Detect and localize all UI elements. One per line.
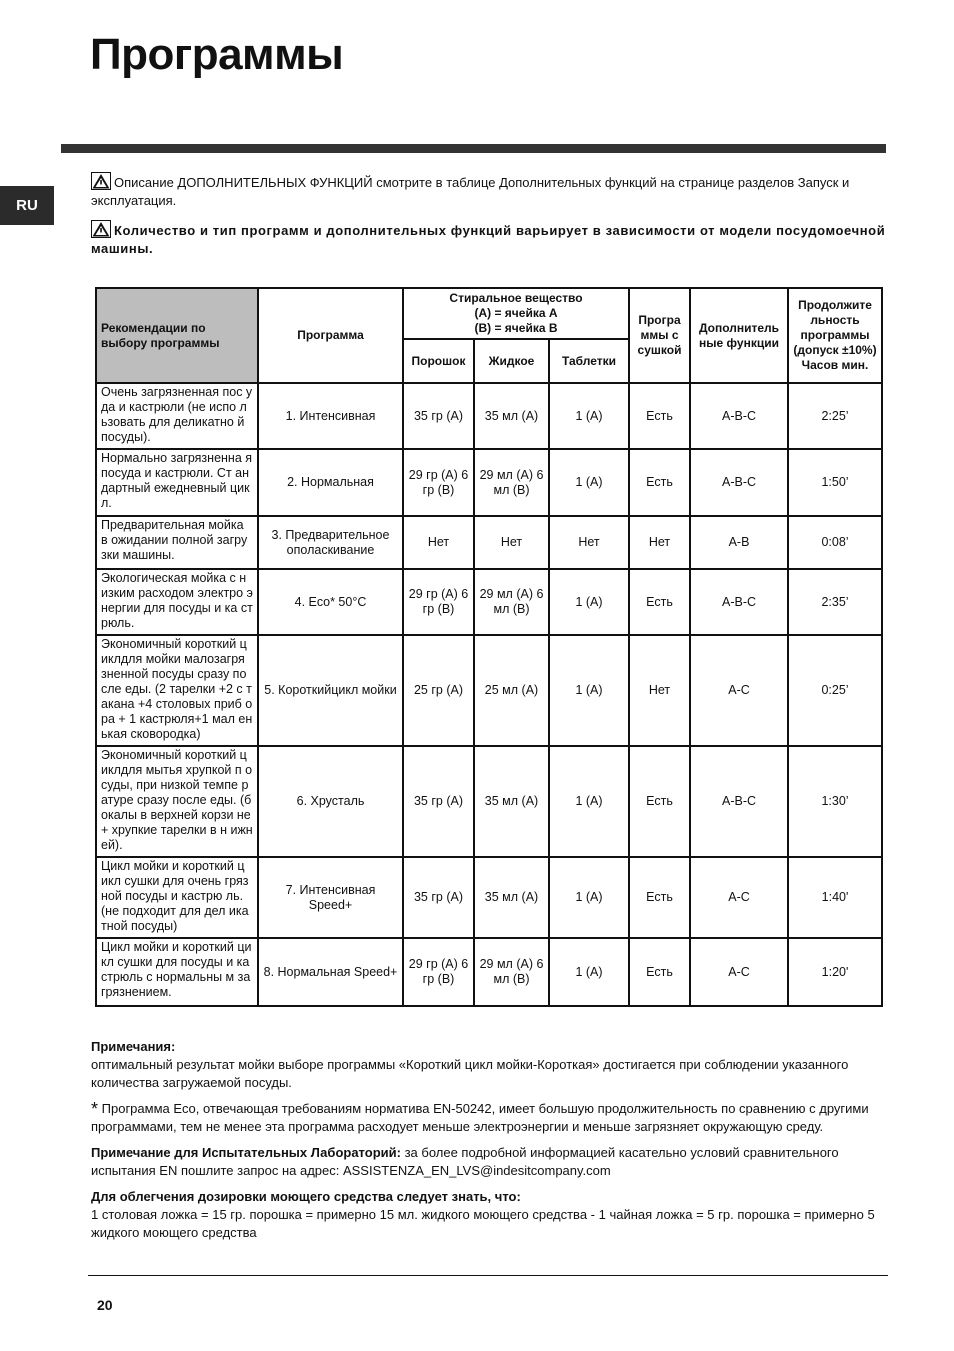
cell-tablets: 1 (A) xyxy=(549,383,629,449)
warning-icon xyxy=(91,220,111,238)
cell-drying: Есть xyxy=(629,569,690,635)
cell-drying: Есть xyxy=(629,857,690,938)
cell-extra: A-B-C xyxy=(690,449,788,516)
cell-tablets: 1 (A) xyxy=(549,938,629,1006)
cell-powder: 29 гр (A) 6 гр (B) xyxy=(403,449,474,516)
cell-duration: 2:35’ xyxy=(788,569,882,635)
warning-note-1 xyxy=(91,172,886,210)
cell-powder: 29 гр (A) 6 гр (B) xyxy=(403,569,474,635)
cell-powder: 25 гр (A) xyxy=(403,635,474,746)
cell-program: 2. Нормальная xyxy=(258,449,403,516)
header-detergent-a: (A) = ячейка A xyxy=(474,306,558,320)
header-rule xyxy=(61,144,886,153)
cell-extra: A-B xyxy=(690,516,788,569)
page-title: Программы xyxy=(90,30,344,79)
header-program: Программа xyxy=(258,288,403,383)
header-detergent xyxy=(403,288,629,339)
cell-liquid: 35 мл (A) xyxy=(474,857,549,938)
table-row xyxy=(96,857,882,938)
cell-extra: A-B-C xyxy=(690,746,788,857)
cell-extra: A-C xyxy=(690,857,788,938)
cell-powder: 35 гр (A) xyxy=(403,857,474,938)
cell-program: 4. Eco* 50°C xyxy=(258,569,403,635)
notes-section xyxy=(91,1038,886,1250)
cell-drying: Есть xyxy=(629,383,690,449)
notes-text-1: оптимальный результат мойки выборе программы «Короткий цикл мойки-Короткая» достигается при соблюдении указанного количества загружаемой посуды. xyxy=(91,1057,849,1090)
header-liquid: Жидкое xyxy=(474,339,549,383)
warning-icon xyxy=(91,172,111,190)
table-row xyxy=(96,569,882,635)
header-duration xyxy=(788,288,882,383)
cell-program: 8. Нормальная Speed+ xyxy=(258,938,403,1006)
cell-duration: 0:25’ xyxy=(788,635,882,746)
asterisk-mark: * xyxy=(91,1099,99,1119)
notes-text-2: Программа Eco, отвечающая требованиям норматива EN-50242, имеет большую продолжительность по сравнению с другими программами, тем не менее эта программа расходует меньше электроэнергии и меньше загрязняет окружающую среду. xyxy=(91,1101,869,1134)
cell-liquid: 35 мл (A) xyxy=(474,746,549,857)
cell-duration: 1:40' xyxy=(788,857,882,938)
table-row xyxy=(96,383,882,449)
table-row xyxy=(96,449,882,516)
cell-drying: Есть xyxy=(629,746,690,857)
warning-note-2-text: Количество и тип программ и дополнительных функций варьирует в зависимости от модели посудомоечной машины. xyxy=(91,223,886,256)
cell-drying: Есть xyxy=(629,449,690,516)
cell-tablets: 1 (A) xyxy=(549,635,629,746)
language-tab: RU xyxy=(0,186,54,225)
cell-drying: Нет xyxy=(629,516,690,569)
header-tablets: Таблетки xyxy=(549,339,629,383)
cell-duration: 1:20' xyxy=(788,938,882,1006)
cell-liquid: Нет xyxy=(474,516,549,569)
cell-extra: A-C xyxy=(690,938,788,1006)
dosing-label: Для облегчения дозировки моющего средства следует знать, что: xyxy=(91,1189,521,1204)
cell-recommendation: Нормально загрязненна я посуда и кастрюли. Ст андартный ежедневный цикл. xyxy=(96,449,258,516)
cell-program: 6. Хрусталь xyxy=(258,746,403,857)
cell-tablets: Нет xyxy=(549,516,629,569)
footer-rule xyxy=(88,1275,888,1276)
cell-drying: Нет xyxy=(629,635,690,746)
cell-powder: 29 гр (A) 6 гр (B) xyxy=(403,938,474,1006)
cell-program: 5. Короткийцикл мойки xyxy=(258,635,403,746)
warning-note-1-text: Описание ДОПОЛНИТЕЛЬНЫХ ФУНКЦИЙ смотрите в таблице Дополнительных функций на странице разделов Запуск и эксплуатация. xyxy=(91,175,850,208)
table-row xyxy=(96,516,882,569)
header-detergent-b: (B) = ячейка B xyxy=(474,321,558,335)
cell-powder: 35 гр (A) xyxy=(403,746,474,857)
header-detergent-title: Стиральное вещество xyxy=(449,291,583,305)
cell-liquid: 25 мл (A) xyxy=(474,635,549,746)
cell-recommendation: Предварительная мойка в ожидании полной загру зки машины. xyxy=(96,516,258,569)
cell-duration: 1:50’ xyxy=(788,449,882,516)
table-row xyxy=(96,938,882,1006)
cell-recommendation: Очень загрязненная пос уда и кастрюли (не испо льзовать для деликатно й посуды). xyxy=(96,383,258,449)
cell-extra: A-B-C xyxy=(690,383,788,449)
cell-liquid: 29 мл (A) 6 мл (B) xyxy=(474,449,549,516)
cell-recommendation: Экономичный короткий ц иклдля мойки малозагря зненной посуды сразу по сле еды. (2 тарелки +2 с такана +4 столовых приб ора + 1 кастрюля+1 мал енькая сковородка) xyxy=(96,635,258,746)
header-extra-functions: Дополнитель ные функции xyxy=(690,288,788,383)
cell-duration: 1:30’ xyxy=(788,746,882,857)
cell-program: 3. Предварительное ополаскивание xyxy=(258,516,403,569)
dosing-text: 1 столовая ложка = 15 гр. порошка = примерно 15 мл. жидкого моющего средства - 1 чайная ложка = 5 гр. порошка = примерно 5 жидкого моющего средства xyxy=(91,1207,875,1240)
header-duration-units: Часов мин. xyxy=(801,358,869,372)
warning-note-2 xyxy=(91,220,886,258)
cell-liquid: 29 мл (A) 6 мл (B) xyxy=(474,569,549,635)
cell-duration: 2:25’ xyxy=(788,383,882,449)
table-row xyxy=(96,746,882,857)
cell-powder: Нет xyxy=(403,516,474,569)
table-row xyxy=(96,635,882,746)
cell-recommendation: Цикл мойки и короткий ц икл сушки для очень грязной посуды и кастрю ль. (не подходит для дел икатной посуды) xyxy=(96,857,258,938)
cell-liquid: 35 мл (A) xyxy=(474,383,549,449)
cell-recommendation: Экологическая мойка с н изким расходом электро энергии для посуды и ка стрюль. xyxy=(96,569,258,635)
notes-heading: Примечания: xyxy=(91,1039,176,1054)
header-powder: Порошок xyxy=(403,339,474,383)
cell-tablets: 1 (A) xyxy=(549,569,629,635)
cell-duration: 0:08’ xyxy=(788,516,882,569)
header-recommendation: Рекомендации по выбору программы xyxy=(96,288,258,383)
lab-note-label: Примечание для Испытательных Лабораторий: xyxy=(91,1145,401,1160)
cell-extra: A-C xyxy=(690,635,788,746)
cell-extra: A-B-C xyxy=(690,569,788,635)
cell-tablets: 1 (A) xyxy=(549,857,629,938)
cell-liquid: 29 мл (A) 6 мл (B) xyxy=(474,938,549,1006)
cell-recommendation: Цикл мойки и короткий цикл сушки для посуды и кастрюль с нормальны м загрязнением. xyxy=(96,938,258,1006)
cell-tablets: 1 (A) xyxy=(549,746,629,857)
cell-recommendation: Экономичный короткий ц иклдля мытья хрупкой п осуды, при низкой темпе ратуре сразу после еды. (бокалы в верхней корзи не + хрупкие тарелки в н ижней). xyxy=(96,746,258,857)
cell-program: 7. Интенсивная Speed+ xyxy=(258,857,403,938)
header-drying: Програ ммы с сушкой xyxy=(629,288,690,383)
cell-tablets: 1 (A) xyxy=(549,449,629,516)
cell-drying: Есть xyxy=(629,938,690,1006)
lab-note-text: за более подробной информацией касательно условий сравнительного испытания EN пошлите запрос на адрес: ASSISTENZA_EN_LVS@indesitcompany.com xyxy=(91,1145,839,1178)
programs-table xyxy=(95,287,883,1007)
page-number: 20 xyxy=(97,1297,113,1313)
cell-powder: 35 гр (A) xyxy=(403,383,474,449)
cell-program: 1. Интенсивная xyxy=(258,383,403,449)
header-duration-label: Продолжите льность программы (допуск ±10%) xyxy=(793,298,877,357)
